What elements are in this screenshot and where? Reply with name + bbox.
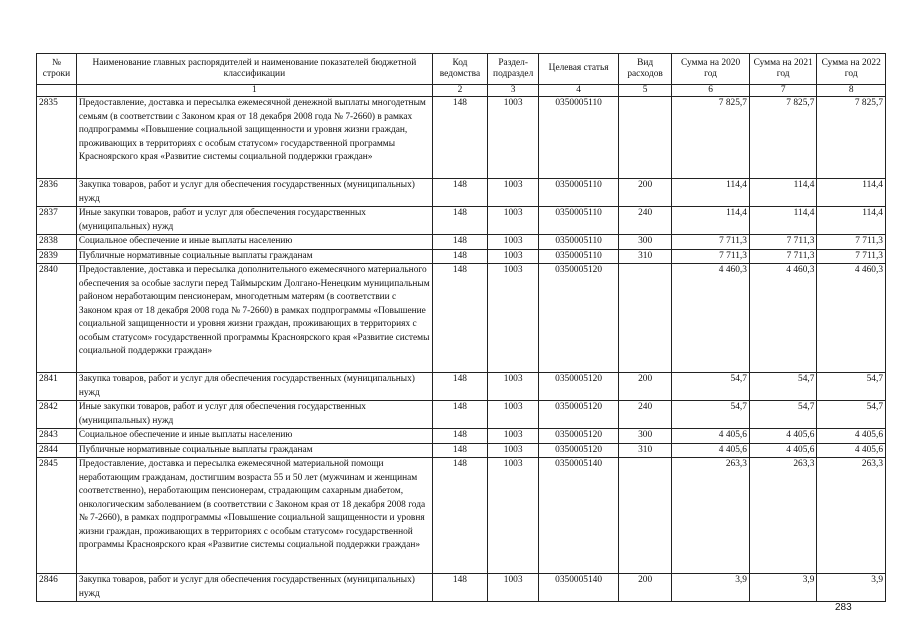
table-body: [37, 97, 886, 602]
row-section: 1003: [488, 97, 539, 179]
table-row: [37, 574, 886, 602]
header-row-no: № строки: [37, 54, 77, 85]
row-code: 148: [432, 443, 487, 458]
budget-table: [36, 53, 886, 602]
row-target: 0350005120: [539, 429, 619, 444]
row-name: Публичные нормативные социальные выплаты гражданам: [76, 443, 432, 458]
column-number: 2: [432, 85, 487, 97]
row-target: 0350005110: [539, 207, 619, 235]
header-sum-2022: Сумма на 2022 год: [817, 54, 886, 85]
table-row: [37, 264, 886, 373]
table-row: [37, 235, 886, 250]
row-type: 300: [619, 429, 672, 444]
table-row: [37, 179, 886, 207]
row-type: 300: [619, 235, 672, 250]
table-row: [37, 443, 886, 458]
row-code: 148: [432, 373, 487, 401]
row-target: 0350005110: [539, 235, 619, 250]
row-type: [619, 264, 672, 373]
row-target: 0350005120: [539, 443, 619, 458]
row-sum-2021: 114,4: [749, 207, 817, 235]
row-sum-2020: 54,7: [672, 373, 750, 401]
row-number: 2841: [37, 373, 77, 401]
row-target: 0350005120: [539, 401, 619, 429]
row-code: 148: [432, 264, 487, 373]
row-type: 200: [619, 373, 672, 401]
row-type: 200: [619, 179, 672, 207]
row-name: Социальное обеспечение и иные выплаты населению: [76, 429, 432, 444]
row-sum-2021: 4 460,3: [749, 264, 817, 373]
row-sum-2021: 114,4: [749, 179, 817, 207]
row-code: 148: [432, 249, 487, 264]
header-section: Раздел-подраздел: [488, 54, 539, 85]
row-type: 310: [619, 249, 672, 264]
header-name: Наименование главных распорядителей и наименование показателей бюджетной классификации: [76, 54, 432, 85]
row-number: 2839: [37, 249, 77, 264]
row-section: 1003: [488, 264, 539, 373]
row-type: 310: [619, 443, 672, 458]
column-number: 3: [488, 85, 539, 97]
row-target: 0350005110: [539, 249, 619, 264]
header-type: Вид расходов: [619, 54, 672, 85]
row-number: 2840: [37, 264, 77, 373]
table-row: [37, 207, 886, 235]
row-name: Предоставление, доставка и пересылка дополнительного ежемесячного материального обеспечения за особые заслуги перед Таймырским Долгано-Ненецким муниципальным районом неработающим пенсионерам, многодетным матерям (в соответствии с Законом края от 18 декабря 2008 года № 7-2660) в рамках подпрограммы «Повышение социальной защищенности и уровня жизни граждан, проживающих в территориях с особым статусом» государственной программы Красноярского края «Развитие системы социальной поддержки граждан»: [76, 264, 432, 373]
row-sum-2020: 263,3: [672, 458, 750, 574]
row-code: 148: [432, 574, 487, 602]
row-sum-2020: 4 460,3: [672, 264, 750, 373]
row-section: 1003: [488, 207, 539, 235]
row-sum-2022: 7 825,7: [817, 97, 886, 179]
row-type: 200: [619, 574, 672, 602]
table-header-row: [37, 54, 886, 85]
header-target: Целевая статья: [539, 54, 619, 85]
column-number: 4: [539, 85, 619, 97]
row-code: 148: [432, 235, 487, 250]
column-number: 5: [619, 85, 672, 97]
table-row: [37, 97, 886, 179]
row-sum-2022: 4 405,6: [817, 443, 886, 458]
header-sum-2021: Сумма на 2021 год: [749, 54, 817, 85]
row-number: 2842: [37, 401, 77, 429]
table-row: [37, 429, 886, 444]
row-sum-2021: 263,3: [749, 458, 817, 574]
header-code: Код ведомства: [432, 54, 487, 85]
column-number: 8: [817, 85, 886, 97]
row-code: 148: [432, 429, 487, 444]
row-sum-2021: 7 711,3: [749, 249, 817, 264]
row-sum-2021: 4 405,6: [749, 429, 817, 444]
page-number: 283: [835, 602, 852, 613]
row-sum-2020: 4 405,6: [672, 429, 750, 444]
row-sum-2022: 7 711,3: [817, 235, 886, 250]
row-number: 2845: [37, 458, 77, 574]
row-sum-2022: 54,7: [817, 401, 886, 429]
row-type: 240: [619, 207, 672, 235]
row-name: Публичные нормативные социальные выплаты гражданам: [76, 249, 432, 264]
row-code: 148: [432, 207, 487, 235]
row-sum-2020: 7 825,7: [672, 97, 750, 179]
row-target: 0350005120: [539, 373, 619, 401]
row-sum-2021: 54,7: [749, 401, 817, 429]
row-name: Закупка товаров, работ и услуг для обеспечения государственных (муниципальных) нужд: [76, 574, 432, 602]
column-number: 6: [672, 85, 750, 97]
column-number: [37, 85, 77, 97]
row-number: 2838: [37, 235, 77, 250]
row-sum-2021: 3,9: [749, 574, 817, 602]
row-number: 2846: [37, 574, 77, 602]
row-sum-2022: 114,4: [817, 207, 886, 235]
row-name: Предоставление, доставка и пересылка ежемесячной денежной выплаты многодетным семьям (в соответствии с Законом края от 18 декабря 2008 года № 7-2660) в рамках подпрограммы «Повышение социальной защищенности и уровня жизни граждан, проживающих в территориях с особым статусом» государственной программы Красноярского края «Развитие системы социальной поддержки граждан»: [76, 97, 432, 179]
row-sum-2020: 4 405,6: [672, 443, 750, 458]
row-code: 148: [432, 401, 487, 429]
row-section: 1003: [488, 443, 539, 458]
row-sum-2020: 54,7: [672, 401, 750, 429]
row-sum-2022: 3,9: [817, 574, 886, 602]
row-target: 0350005140: [539, 574, 619, 602]
column-numbers-row: [37, 85, 886, 97]
row-name: Иные закупки товаров, работ и услуг для обеспечения государственных (муниципальных) нужд: [76, 401, 432, 429]
row-type: 240: [619, 401, 672, 429]
row-sum-2022: 263,3: [817, 458, 886, 574]
row-name: Иные закупки товаров, работ и услуг для обеспечения государственных (муниципальных) нужд: [76, 207, 432, 235]
row-sum-2020: 114,4: [672, 207, 750, 235]
row-target: 0350005120: [539, 264, 619, 373]
row-target: 0350005110: [539, 97, 619, 179]
header-sum-2020: Сумма на 2020 год: [672, 54, 750, 85]
row-number: 2844: [37, 443, 77, 458]
row-target: 0350005110: [539, 179, 619, 207]
row-sum-2021: 54,7: [749, 373, 817, 401]
row-sum-2021: 7 711,3: [749, 235, 817, 250]
row-name: Социальное обеспечение и иные выплаты населению: [76, 235, 432, 250]
row-sum-2021: 7 825,7: [749, 97, 817, 179]
table-row: [37, 373, 886, 401]
row-section: 1003: [488, 429, 539, 444]
row-target: 0350005140: [539, 458, 619, 574]
table-row: [37, 458, 886, 574]
row-code: 148: [432, 179, 487, 207]
row-section: 1003: [488, 179, 539, 207]
row-section: 1003: [488, 235, 539, 250]
column-number: 1: [76, 85, 432, 97]
row-section: 1003: [488, 574, 539, 602]
row-sum-2020: 7 711,3: [672, 249, 750, 264]
row-section: 1003: [488, 458, 539, 574]
row-sum-2021: 4 405,6: [749, 443, 817, 458]
row-name: Предоставление, доставка и пересылка ежемесячной материальной помощи неработающим гражданам, достигшим возраста 55 и 50 лет (мужчинам и женщинам соответственно), неработающим пенсионерам, страдающим сахарным диабетом, онкологическим заболеванием (в соответствии с Законом края от 18 декабря 2008 года № 7-2660), в рамках подпрограммы «Повышение социальной защищенности и уровня жизни граждан, проживающих в территориях с особым статусом» государственной программы Красноярского края «Развитие системы социальной поддержки граждан»: [76, 458, 432, 574]
row-number: 2843: [37, 429, 77, 444]
row-type: [619, 97, 672, 179]
row-sum-2020: 114,4: [672, 179, 750, 207]
table-row: [37, 401, 886, 429]
row-sum-2022: 4 405,6: [817, 429, 886, 444]
row-type: [619, 458, 672, 574]
row-code: 148: [432, 97, 487, 179]
row-number: 2835: [37, 97, 77, 179]
row-code: 148: [432, 458, 487, 574]
table-row: [37, 249, 886, 264]
row-sum-2022: 7 711,3: [817, 249, 886, 264]
column-number: 7: [749, 85, 817, 97]
row-number: 2837: [37, 207, 77, 235]
row-sum-2022: 4 460,3: [817, 264, 886, 373]
row-name: Закупка товаров, работ и услуг для обеспечения государственных (муниципальных) нужд: [76, 179, 432, 207]
row-sum-2022: 114,4: [817, 179, 886, 207]
row-sum-2022: 54,7: [817, 373, 886, 401]
row-name: Закупка товаров, работ и услуг для обеспечения государственных (муниципальных) нужд: [76, 373, 432, 401]
row-section: 1003: [488, 249, 539, 264]
row-number: 2836: [37, 179, 77, 207]
row-section: 1003: [488, 401, 539, 429]
row-sum-2020: 3,9: [672, 574, 750, 602]
row-section: 1003: [488, 373, 539, 401]
row-sum-2020: 7 711,3: [672, 235, 750, 250]
